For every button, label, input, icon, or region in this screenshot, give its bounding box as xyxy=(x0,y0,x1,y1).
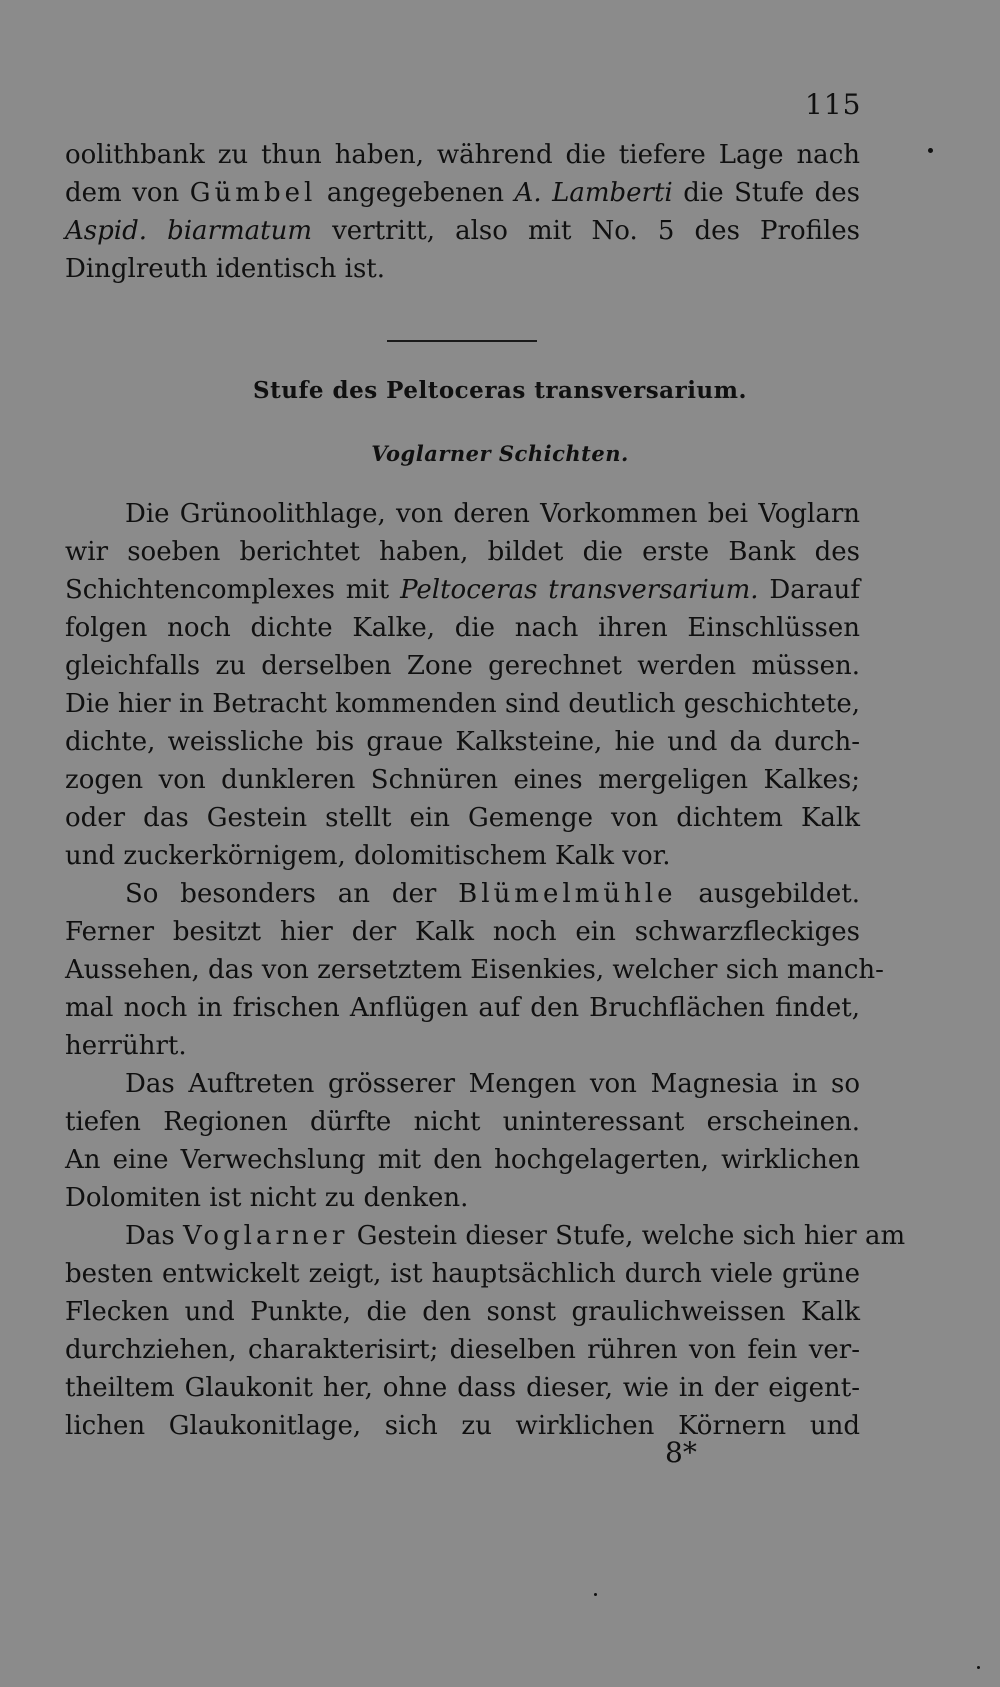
scan-speck xyxy=(977,1666,980,1669)
text-run: Gestein dieser Stufe, welche sich hier am xyxy=(348,1221,906,1251)
scan-speck xyxy=(594,1593,597,1596)
text-line xyxy=(65,647,860,685)
text-line xyxy=(65,1331,860,1369)
text-run: Darauf xyxy=(758,575,860,605)
text-run: gleichfalls zu derselben Zone gerechnet werden müssen. xyxy=(65,651,860,681)
text-run: tiefen Regionen dürfte nicht uninteressant erscheinen. xyxy=(65,1107,860,1137)
text-line xyxy=(65,495,860,533)
text-line xyxy=(65,913,860,951)
text-line xyxy=(65,533,860,571)
text-run: dem von xyxy=(65,178,190,208)
text-run: mal noch in frischen Anflügen auf den Bruchflächen findet, xyxy=(65,993,860,1023)
text-line xyxy=(65,685,860,723)
text-run: lichen Glaukonitlage, sich zu wirklichen Körnern und xyxy=(65,1411,860,1441)
text-line xyxy=(65,1217,906,1255)
text-line xyxy=(65,1065,860,1103)
spaced-name: Gümbel xyxy=(189,178,317,208)
section-title: Stufe des Peltoceras transversarium. xyxy=(253,377,747,404)
text-run: Das Auftreten grösserer Mengen von Magnesia in so xyxy=(125,1069,860,1099)
text-run: Ferner besitzt hier der Kalk noch ein schwarzfleckiges xyxy=(65,917,860,947)
text-line xyxy=(65,571,860,609)
text-run: Dinglreuth identisch ist. xyxy=(65,254,386,284)
scan-speck xyxy=(928,148,933,153)
spaced-name: Voglarner xyxy=(182,1221,349,1251)
text-line xyxy=(65,761,860,799)
text-run: vertritt, also mit No. 5 des Profiles xyxy=(312,216,860,246)
text-run: folgen noch dichte Kalke, die nach ihren Einschlüssen xyxy=(65,613,860,643)
text-run: Schichtencomplexes mit xyxy=(65,575,401,605)
text-run: besten entwickelt zeigt, ist hauptsächlich durch viele grüne xyxy=(65,1259,860,1289)
text-line xyxy=(65,136,860,174)
text-line xyxy=(65,837,860,875)
text-run: wir soeben berichtet haben, bildet die erste Bank des xyxy=(65,537,860,567)
text-run: So besonders an der xyxy=(125,879,459,909)
text-run: oolithbank zu thun haben, während die tiefere Lage nach xyxy=(65,140,860,170)
text-line xyxy=(65,212,860,250)
text-run: ausgebildet. xyxy=(676,879,860,909)
section-divider-rule xyxy=(387,340,537,342)
text-run: oder das Gestein stellt ein Gemenge von dichtem Kalk xyxy=(65,803,860,833)
text-run: theiltem Glaukonit her, ohne dass dieser, wie in der eigent- xyxy=(65,1373,860,1403)
page-number: 115 xyxy=(805,88,862,121)
text-run: angegebenen xyxy=(316,178,515,208)
main-body-text xyxy=(65,495,906,1445)
text-run: An eine Verwechslung mit den hochgelagerten, wirklichen xyxy=(65,1145,860,1175)
text-line xyxy=(65,174,860,212)
text-line xyxy=(65,1103,860,1141)
paragraph-continuation xyxy=(65,136,860,288)
text-run: dichte, weissliche bis graue Kalksteine, hie und da durch- xyxy=(65,727,860,757)
text-line xyxy=(65,1141,860,1179)
text-line xyxy=(65,609,860,647)
text-run: Aussehen, das von zersetztem Eisenkies, welcher sich manch- xyxy=(65,955,884,985)
italic-text: A. Lamberti xyxy=(514,178,673,208)
subsection-title: Voglarner Schichten. xyxy=(371,441,629,466)
text-run: und zuckerkörnigem, dolomitischem Kalk vor. xyxy=(65,841,671,871)
text-line xyxy=(65,1179,860,1217)
text-line xyxy=(65,799,860,837)
text-run: zogen von dunkleren Schnüren eines mergeligen Kalkes; xyxy=(65,765,860,795)
text-line xyxy=(65,1293,860,1331)
text-line xyxy=(65,1027,860,1065)
text-run: Dolomiten ist nicht zu denken. xyxy=(65,1183,469,1213)
spaced-name: Blümelmühle xyxy=(458,879,677,909)
text-run: herrührt. xyxy=(65,1031,187,1061)
text-line xyxy=(65,1407,860,1445)
text-line xyxy=(65,1255,860,1293)
text-line xyxy=(65,250,860,288)
text-run: Das xyxy=(125,1221,183,1251)
signature-mark: 8* xyxy=(665,1436,697,1469)
text-run: Flecken und Punkte, die den sonst graulichweissen Kalk xyxy=(65,1297,860,1327)
text-run: Die hier in Betracht kommenden sind deutlich geschichtete, xyxy=(65,689,861,719)
text-run: durchziehen, charakterisirt; dieselben rühren von fein ver- xyxy=(65,1335,860,1365)
italic-text: Aspid. biarmatum xyxy=(65,216,312,246)
text-line xyxy=(65,989,860,1027)
text-line xyxy=(65,723,860,761)
text-run: die Stufe des xyxy=(672,178,861,208)
text-line xyxy=(65,875,860,913)
text-line xyxy=(65,951,884,989)
italic-text: Peltoceras transversarium. xyxy=(400,575,759,605)
text-line xyxy=(65,1369,860,1407)
text-run: Die Grünoolithlage, von deren Vorkommen bei Voglarn xyxy=(125,499,860,529)
